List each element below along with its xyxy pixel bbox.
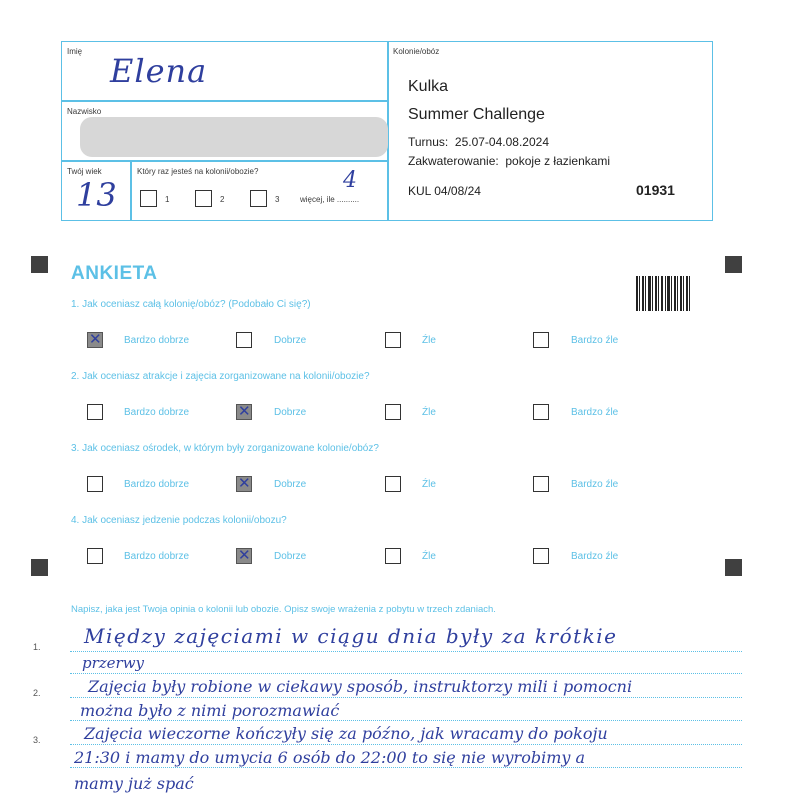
question-2: 2. Jak oceniasz atrakcje i zajęcia zorganizowane na kolonii/obozie? <box>71 371 370 382</box>
q3-label-bardzo-dobrze: Bardzo dobrze <box>124 479 190 490</box>
q3-option-zle[interactable] <box>385 476 401 492</box>
q4-option-zle[interactable] <box>385 548 401 564</box>
q1-option-bardzo-dobrze[interactable] <box>87 332 103 348</box>
survey-title: ANKIETA <box>71 263 158 284</box>
q4-label-zle: Źle <box>422 551 436 562</box>
q4-label-bardzo-dobrze: Bardzo dobrze <box>124 551 190 562</box>
question-4: 4. Jak oceniasz jedzenie podczas kolonii/obozu? <box>71 515 287 526</box>
answer-dotted-line <box>70 720 742 721</box>
q3-label-zle: Źle <box>422 479 436 490</box>
times-option-3: 3 <box>275 195 280 204</box>
line-number-2: 2. <box>33 688 41 698</box>
answer-dotted-line <box>70 651 742 652</box>
q1-label-dobrze: Dobrze <box>274 335 307 346</box>
q3-label-bardzo-zle: Bardzo źle <box>571 479 619 490</box>
times-checkbox-1[interactable] <box>140 190 157 207</box>
answer-2-line-2[interactable]: można było z nimi porozmawiać <box>80 701 340 720</box>
answer-dotted-line <box>70 744 742 745</box>
q2-option-bardzo-zle[interactable] <box>533 404 549 420</box>
times-option-2: 2 <box>220 195 225 204</box>
q3-option-dobrze[interactable] <box>236 476 252 492</box>
age-divider <box>130 160 132 220</box>
q1-label-zle: Źle <box>422 335 436 346</box>
q2-label-bardzo-dobrze: Bardzo dobrze <box>124 407 190 418</box>
q2-label-dobrze: Dobrze <box>274 407 307 418</box>
barcode <box>636 276 690 311</box>
alignment-marker-bottom-left <box>31 559 48 576</box>
name-label: Imię <box>67 47 83 56</box>
more-label: więcej, ile .......... <box>300 195 360 204</box>
q2-label-bardzo-zle: Bardzo źle <box>571 407 619 418</box>
answer-1-line-2[interactable]: przerwy <box>82 654 145 672</box>
opinion-prompt: Napisz, jaka jest Twoja opinia o kolonii lub obozie. Opisz swoje wrażenia z pobytu w trzech zdaniach. <box>71 604 496 615</box>
answer-dotted-line <box>70 767 742 768</box>
times-option-1: 1 <box>165 195 170 204</box>
form-number: 01931 <box>636 182 675 198</box>
surname-redaction <box>80 117 388 157</box>
line-number-1: 1. <box>33 642 41 652</box>
q4-label-dobrze: Dobrze <box>274 551 307 562</box>
camp-code: KUL 04/08/24 <box>408 184 481 198</box>
q3-label-dobrze: Dobrze <box>274 479 307 490</box>
answer-1-line-1[interactable]: Między zajęciami w ciągu dnia były za krótkie <box>84 624 618 648</box>
q3-option-bardzo-dobrze[interactable] <box>87 476 103 492</box>
answer-2-line-1[interactable]: Zajęcia były robione w ciekawy sposób, instruktorzy mili i pomocni <box>88 677 633 696</box>
camp-program: Summer Challenge <box>408 106 545 123</box>
q1-option-dobrze[interactable] <box>236 332 252 348</box>
q2-option-dobrze[interactable] <box>236 404 252 420</box>
q1-label-bardzo-dobrze: Bardzo dobrze <box>124 335 190 346</box>
answer-3-line-3[interactable]: mamy już spać <box>74 774 194 793</box>
name-divider <box>61 100 388 102</box>
q4-option-bardzo-dobrze[interactable] <box>87 548 103 564</box>
times-checkbox-3[interactable] <box>250 190 267 207</box>
camp-label: Kolonie/obóz <box>393 47 440 56</box>
name-value[interactable]: Elena <box>110 52 208 90</box>
q3-option-bardzo-zle[interactable] <box>533 476 549 492</box>
answer-3-line-1[interactable]: Zajęcia wieczorne kończyły się za późno, jak wracamy do pokoju <box>84 724 608 743</box>
age-label: Twój wiek <box>67 167 102 176</box>
q1-option-bardzo-zle[interactable] <box>533 332 549 348</box>
line-number-3: 3. <box>33 735 41 745</box>
q4-label-bardzo-zle: Bardzo źle <box>571 551 619 562</box>
q2-option-bardzo-dobrze[interactable] <box>87 404 103 420</box>
turnus: Turnus: 25.07-04.08.2024 <box>408 135 549 149</box>
question-1: 1. Jak oceniasz całą kolonię/obóz? (Podobało Ci się?) <box>71 299 311 310</box>
question-3: 3. Jak oceniasz ośrodek, w którym były zorganizowane kolonie/obóz? <box>71 443 379 454</box>
q2-option-zle[interactable] <box>385 404 401 420</box>
q1-option-zle[interactable] <box>385 332 401 348</box>
answer-dotted-line <box>70 697 742 698</box>
times-label: Który raz jesteś na kolonii/obozie? <box>137 167 259 176</box>
alignment-marker-bottom-right <box>725 559 742 576</box>
q4-option-bardzo-zle[interactable] <box>533 548 549 564</box>
alignment-marker-top-left <box>31 256 48 273</box>
q4-option-dobrze[interactable] <box>236 548 252 564</box>
alignment-marker-top-right <box>725 256 742 273</box>
accommodation: Zakwaterowanie: pokoje z łazienkami <box>408 154 611 168</box>
more-value[interactable]: 4 <box>343 168 357 193</box>
answer-3-line-2[interactable]: 21:30 i mamy do umycia 6 osób do 22:00 to się nie wyrobimy a <box>74 748 586 767</box>
surname-divider <box>61 160 388 162</box>
camp-name: Kulka <box>408 78 449 95</box>
answer-dotted-line <box>70 673 742 674</box>
q1-label-bardzo-zle: Bardzo źle <box>571 335 619 346</box>
q2-label-zle: Źle <box>422 407 436 418</box>
times-checkbox-2[interactable] <box>195 190 212 207</box>
surname-label: Nazwisko <box>67 107 102 116</box>
age-value[interactable]: 13 <box>76 176 117 214</box>
